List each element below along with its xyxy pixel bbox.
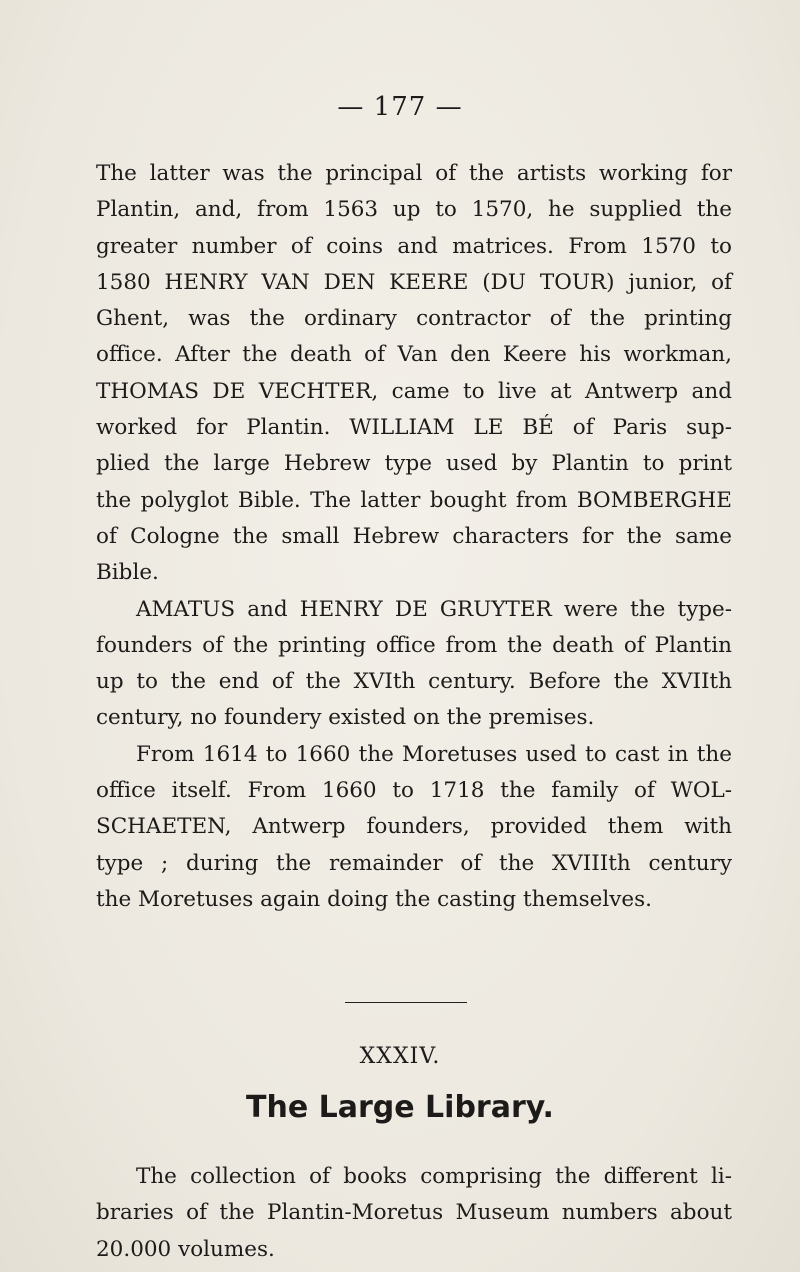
text-line: AMATUS and HENRY DE GRUYTER were the type- — [136, 596, 732, 622]
section-text — [96, 1159, 732, 1268]
text-line: up to the end of the XVIth century. Before the XVIIth — [96, 669, 732, 695]
text-line: office. After the death of Van den Keere his workman, — [96, 342, 732, 368]
main-text — [96, 156, 732, 918]
text-line: Plantin, and, from 1563 up to 1570, he supplied the — [96, 197, 732, 223]
text-line: worked for Plantin. WILLIAM LE BÉ of Paris sup- — [96, 415, 732, 441]
text-line: SCHAETEN, Antwerp founders, provided them with — [96, 814, 732, 840]
text-line: Ghent, was the ordinary contractor of the printing — [96, 306, 732, 332]
section-divider — [345, 1002, 467, 1003]
text-line: century, no foundery existed on the premises. — [96, 705, 595, 731]
section-number: XXXIV. — [359, 1044, 441, 1069]
text-line: type ; during the remainder of the XVIIIth century — [96, 850, 732, 876]
text-line: Bible. — [96, 560, 159, 586]
text-line: 1580 HENRY VAN DEN KEERE (DU TOUR) junior, of — [96, 269, 732, 295]
text-line: founders of the printing office from the death of Plantin — [96, 632, 732, 658]
text-line: The latter was the principal of the artists working for — [96, 161, 732, 186]
text-line: From 1614 to 1660 the Moretuses used to cast in the — [136, 741, 732, 767]
section-title: The Large Library. — [246, 1090, 554, 1125]
page-number: — 177 — — [337, 92, 463, 122]
text-line: greater number of coins and matrices. From 1570 to — [96, 233, 732, 259]
text-line: plied the large Hebrew type used by Plantin to print — [96, 451, 732, 477]
text-line: braries of the Plantin-Moretus Museum numbers about — [96, 1200, 732, 1226]
text-line: the polyglot Bible. The latter bought from BOMBERGHE — [96, 487, 732, 513]
text-line: The collection of books comprising the different li- — [136, 1164, 732, 1189]
text-line: the Moretuses again doing the casting themselves. — [96, 886, 652, 912]
text-line: of Cologne the small Hebrew characters for the same — [96, 523, 732, 549]
text-line: office itself. From 1660 to 1718 the family of WOL- — [96, 778, 732, 804]
text-line: THOMAS DE VECHTER, came to live at Antwerp and — [96, 378, 732, 404]
text-line: 20.000 volumes. — [96, 1236, 275, 1262]
